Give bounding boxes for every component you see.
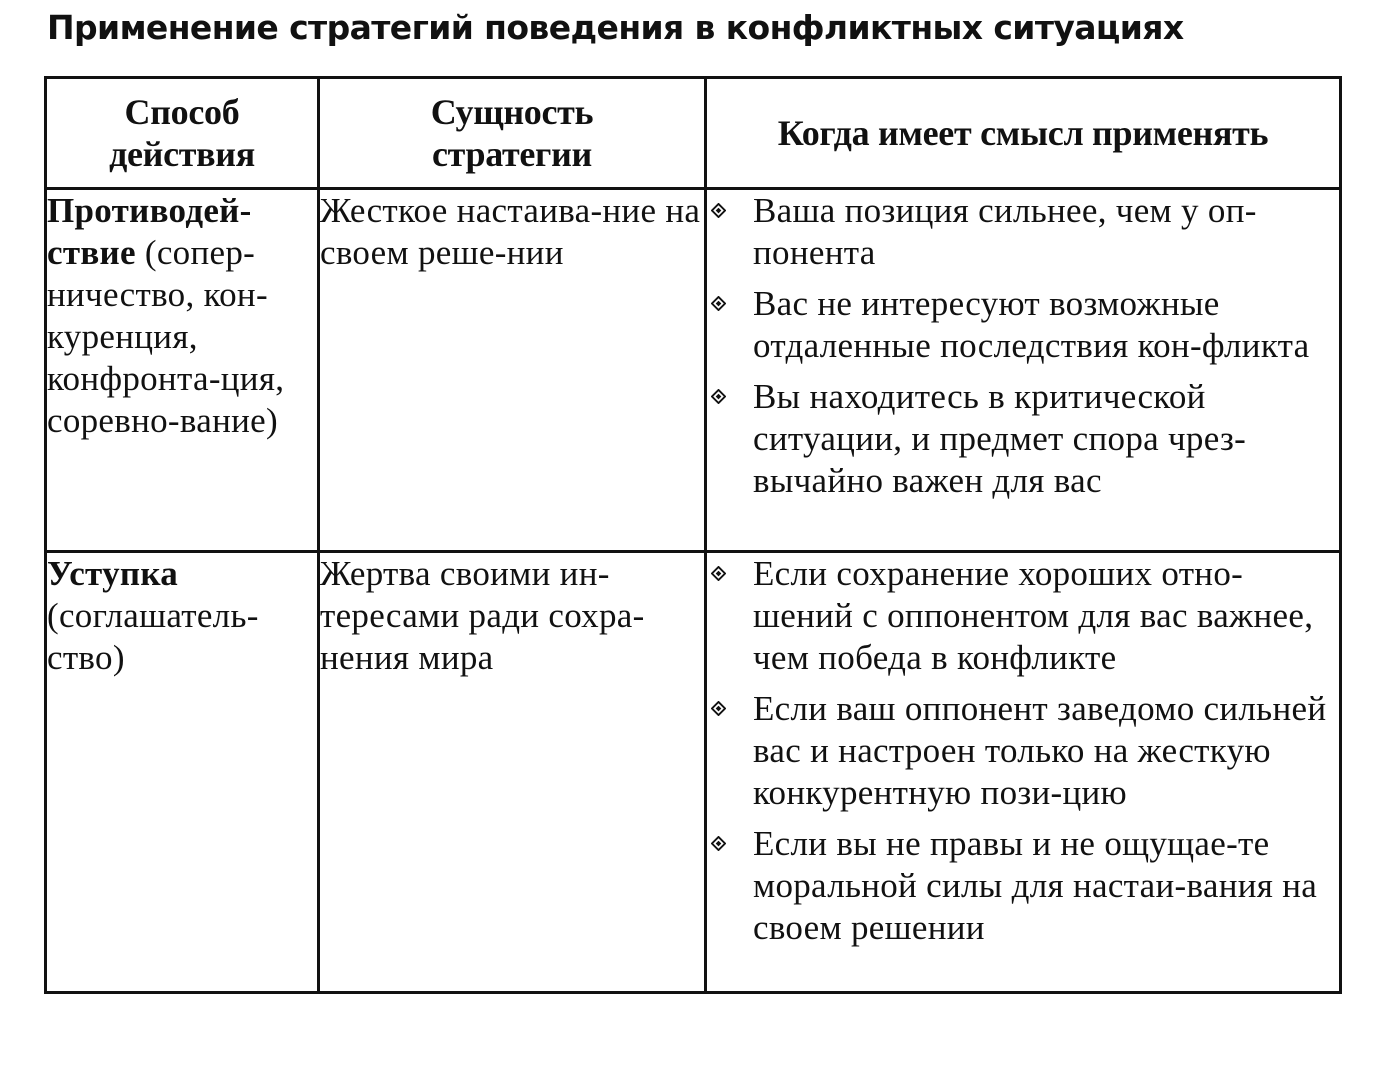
list-item bbox=[707, 376, 1339, 502]
condition-text: Если сохранение хороших отно-шений с оппонентом для вас важнее, чем победа в конфликте bbox=[753, 554, 1314, 677]
conditions-list bbox=[707, 553, 1339, 949]
list-item bbox=[707, 190, 1339, 274]
header-essence-line2: стратегии bbox=[432, 134, 592, 174]
conditions-list bbox=[707, 190, 1339, 502]
page-title: Применение стратегий поведения в конфликтных ситуациях bbox=[47, 8, 1184, 47]
header-when-label: Когда имеет смысл применять bbox=[777, 113, 1269, 153]
essence-text: Жесткое настаива-ние на своем реше-нии bbox=[320, 191, 701, 272]
header-essence bbox=[319, 78, 706, 189]
method-name: Противодей-ствие bbox=[47, 191, 252, 272]
method-cell bbox=[46, 189, 319, 552]
table-row bbox=[46, 189, 1341, 552]
essence-text: Жертва своими ин-тересами ради сохра-нения мира bbox=[320, 554, 645, 677]
diamond-bullet-icon bbox=[711, 389, 726, 404]
condition-text: Вы находитесь в критической ситуации, и предмет спора чрез-вычайно важен для вас bbox=[753, 377, 1247, 500]
method-cell bbox=[46, 552, 319, 993]
header-when bbox=[706, 78, 1341, 189]
list-item bbox=[707, 553, 1339, 679]
strategy-table bbox=[44, 76, 1342, 994]
list-item bbox=[707, 688, 1339, 814]
list-item bbox=[707, 823, 1339, 949]
header-method-line1: Способ bbox=[124, 92, 240, 132]
when-cell bbox=[706, 189, 1341, 552]
list-item bbox=[707, 283, 1339, 367]
header-method-line2: действия bbox=[109, 134, 255, 174]
method-description: (сопер-ничество, кон-куренция, конфронта-ция, соревно-вание) bbox=[47, 233, 285, 440]
table-header-row bbox=[46, 78, 1341, 189]
method-description: (соглашатель-ство) bbox=[47, 596, 259, 677]
method-name: Уступка bbox=[47, 554, 179, 593]
essence-cell bbox=[319, 189, 706, 552]
essence-cell bbox=[319, 552, 706, 993]
diamond-bullet-icon bbox=[711, 836, 726, 851]
when-cell bbox=[706, 552, 1341, 993]
header-method bbox=[46, 78, 319, 189]
header-essence-line1: Сущность bbox=[430, 92, 594, 132]
diamond-bullet-icon bbox=[711, 566, 726, 581]
condition-text: Ваша позиция сильнее, чем у оп-понента bbox=[753, 191, 1257, 272]
table-row bbox=[46, 552, 1341, 993]
diamond-bullet-icon bbox=[711, 203, 726, 218]
condition-text: Если ваш оппонент заведомо сильней вас и настроен только на жесткую конкурентную пози-цию bbox=[753, 689, 1327, 812]
diamond-bullet-icon bbox=[711, 701, 726, 716]
diamond-bullet-icon bbox=[711, 296, 726, 311]
condition-text: Если вы не правы и не ощущае-те моральной силы для настаи-вания на своем решении bbox=[753, 824, 1318, 947]
condition-text: Вас не интересуют возможные отдаленные последствия кон-фликта bbox=[753, 284, 1310, 365]
